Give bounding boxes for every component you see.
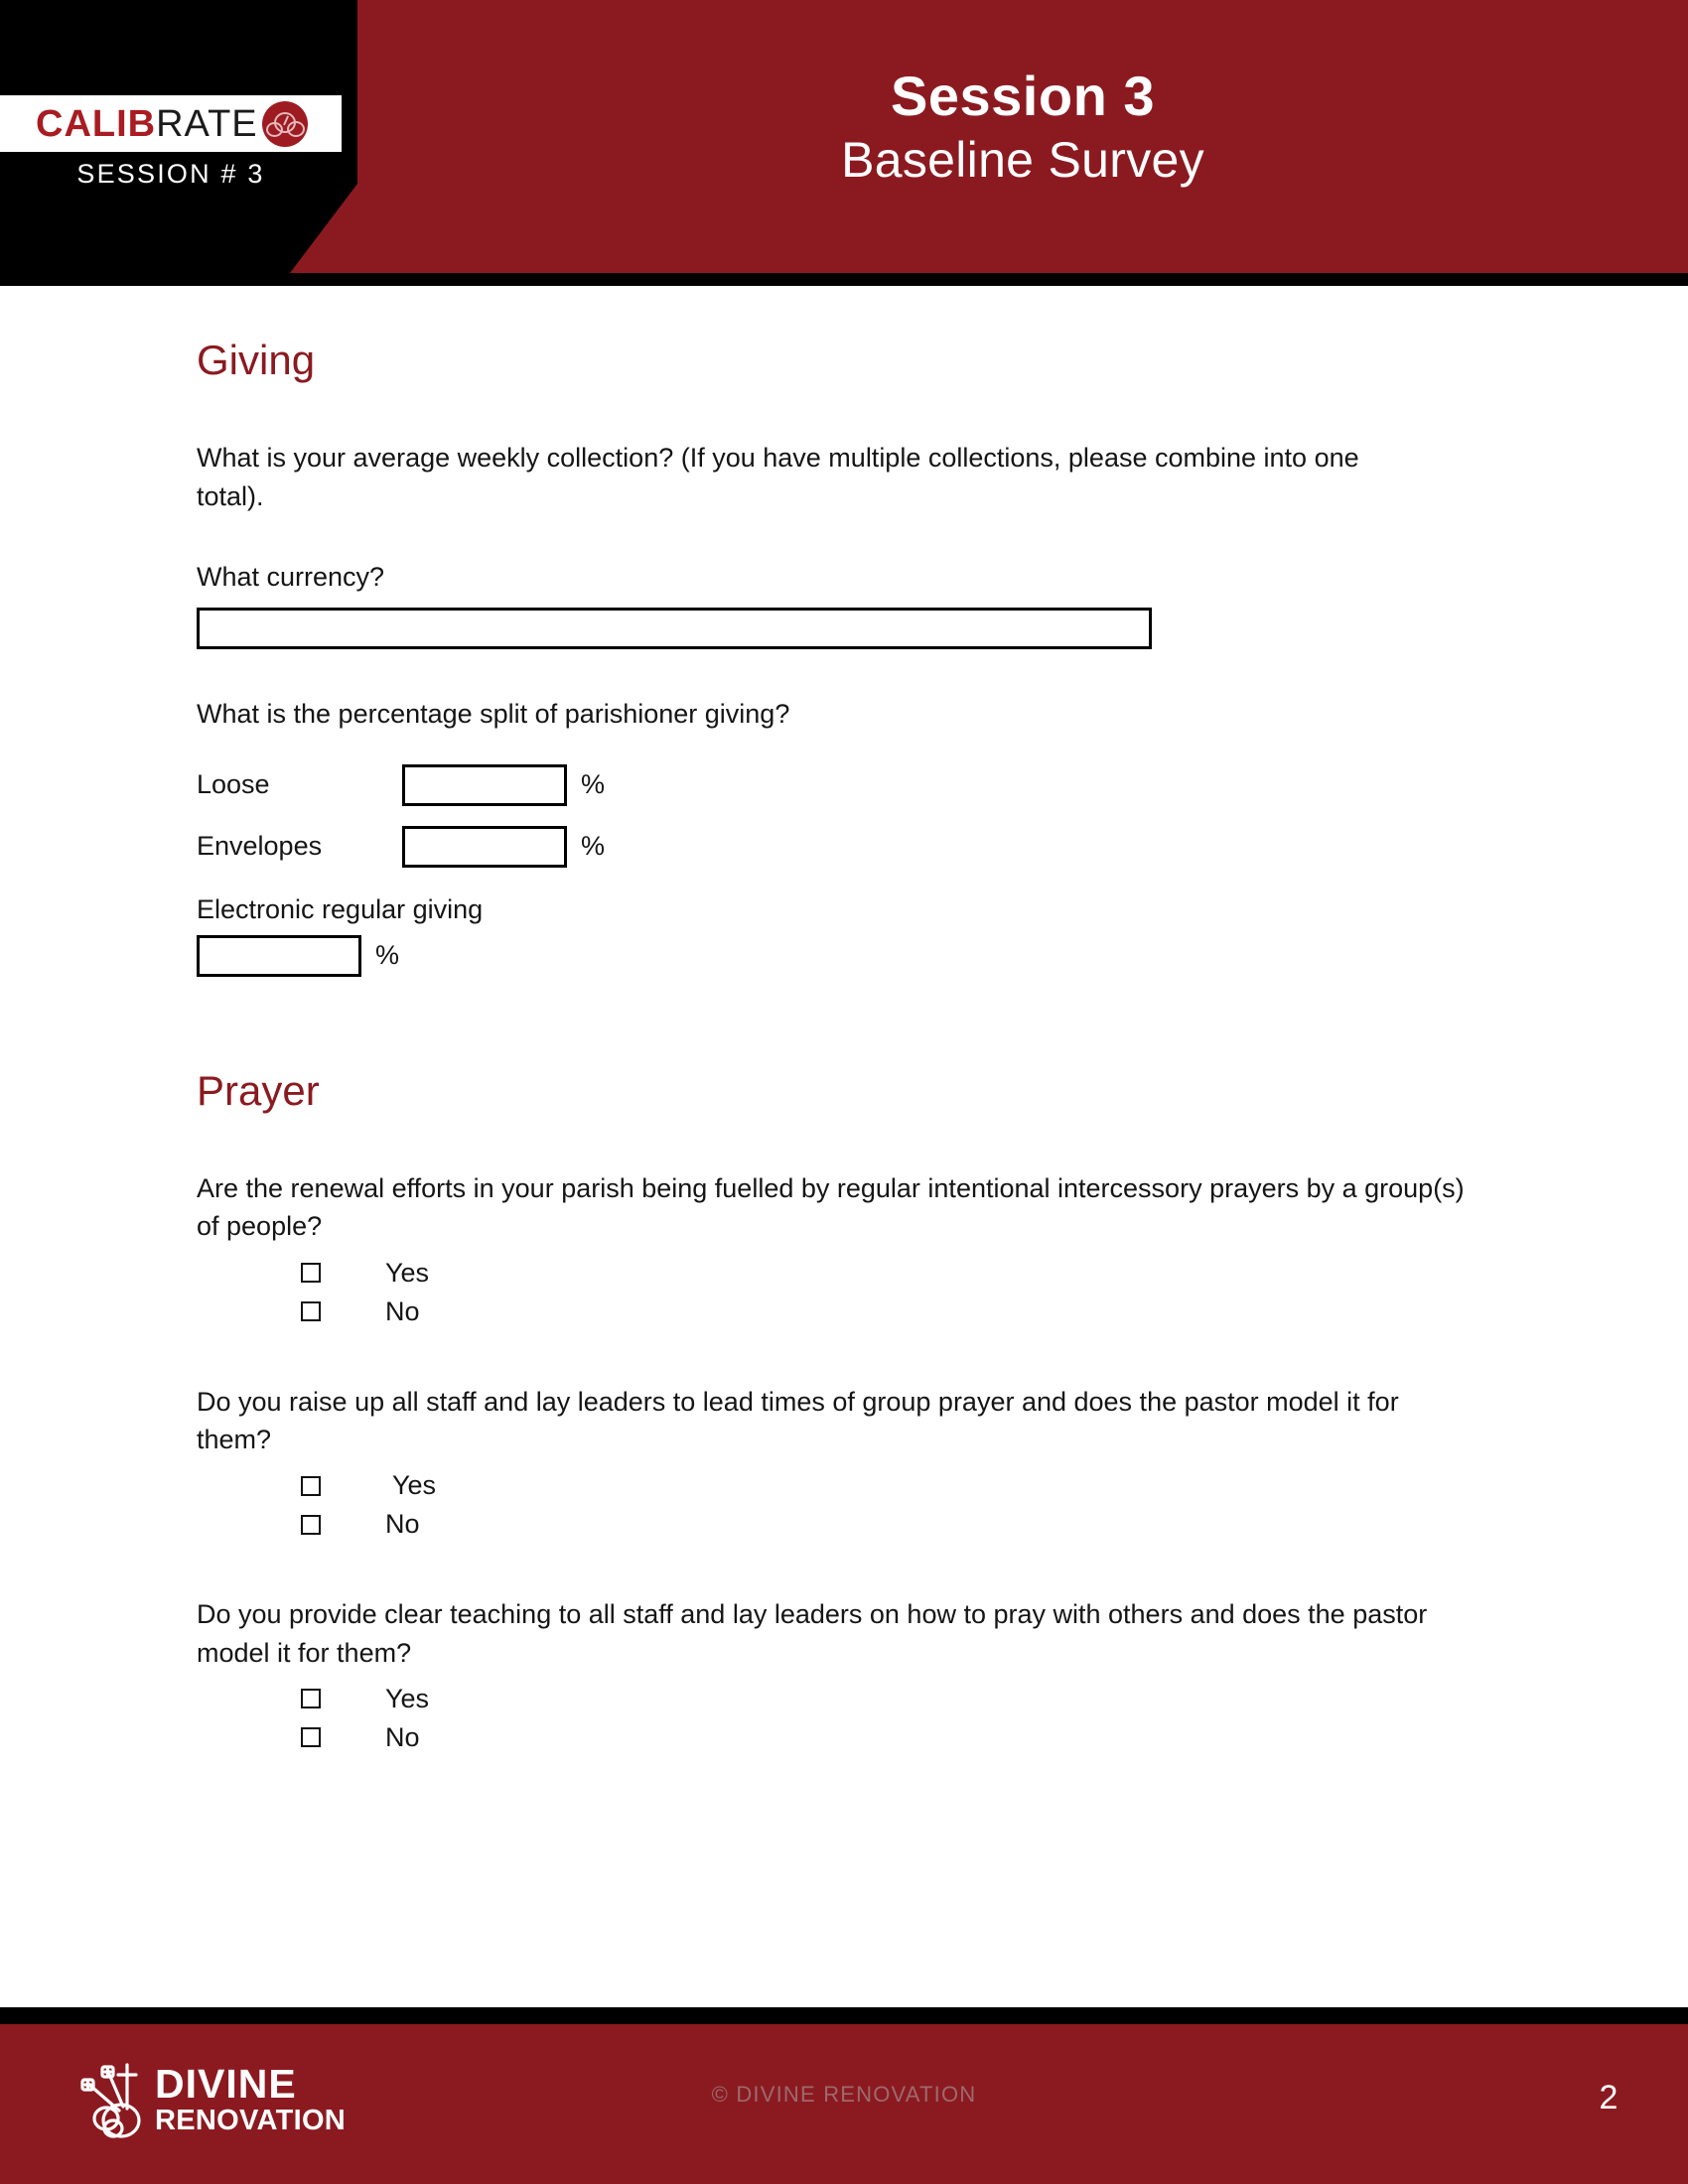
section-heading-giving: Giving	[197, 337, 316, 383]
row-electronic-giving	[197, 935, 1517, 977]
label-currency: What currency?	[197, 561, 385, 592]
calibrate-logo	[0, 95, 342, 152]
question-group-prayer-leadership: Do you raise up all staff and lay leaders to lead times of group prayer and does the pastor model it for them?	[197, 1386, 1399, 1454]
loose-percent-sign: %	[581, 769, 606, 800]
logo-line-divine: DIVINE	[155, 2061, 297, 2107]
label-electronic-giving: Electronic regular giving	[197, 893, 484, 924]
footer-top-rule	[0, 2007, 1688, 2024]
question-weekly-collection: What is your average weekly collection? (If you have multiple collections, please combine into one total).	[197, 443, 1359, 511]
question-block-intercessory-prayer	[197, 1169, 1517, 1331]
checkbox-no[interactable]	[301, 1515, 321, 1535]
checkbox-yes[interactable]	[301, 1689, 321, 1708]
loose-percent-input[interactable]	[402, 764, 567, 806]
option-row-yes[interactable]	[197, 1254, 1517, 1293]
checkbox-yes[interactable]	[301, 1476, 321, 1496]
section-giving	[197, 338, 1517, 977]
row-loose	[197, 764, 1517, 806]
options-group-prayer-leadership	[197, 1466, 1517, 1544]
row-envelopes	[197, 826, 1517, 868]
calibrate-wordmark	[36, 102, 258, 145]
option-label-yes: Yes	[385, 1683, 430, 1713]
header-title-group	[357, 0, 1688, 273]
option-label-no: No	[385, 1296, 420, 1326]
label-envelopes: Envelopes	[197, 831, 323, 862]
envelopes-percent-sign: %	[581, 831, 606, 862]
option-label-no: No	[385, 1509, 420, 1540]
electronic-percent-input[interactable]	[197, 935, 361, 977]
header-bottom-rule	[0, 273, 1688, 286]
calibrate-wordmark-bold: CALIB	[36, 102, 157, 145]
options-teaching-prayer	[197, 1680, 1517, 1757]
section-heading-prayer: Prayer	[197, 1066, 320, 1114]
page-number: 2	[1599, 2079, 1618, 2116]
question-block-group-prayer-leadership	[197, 1383, 1517, 1545]
page-header	[0, 0, 1688, 286]
option-row-no[interactable]	[197, 1293, 1517, 1331]
option-row-no[interactable]	[197, 1505, 1517, 1544]
gauge-cluster-icon	[262, 101, 308, 147]
question-block-teaching-prayer	[197, 1595, 1517, 1757]
question-percentage-split: What is the percentage split of parishioner giving?	[197, 698, 790, 729]
options-intercessory-prayer	[197, 1254, 1517, 1331]
footer-copyright: © DIVINE RENOVATION	[711, 2082, 977, 2107]
calibrate-wordmark-light: RATE	[156, 102, 258, 145]
page-title: Session 3	[891, 64, 1155, 127]
envelopes-percent-input[interactable]	[402, 826, 567, 868]
checkbox-no[interactable]	[301, 1301, 321, 1321]
option-row-yes[interactable]	[197, 1466, 1517, 1505]
checkbox-no[interactable]	[301, 1727, 321, 1747]
option-row-yes[interactable]	[197, 1680, 1517, 1718]
label-loose: Loose	[197, 769, 270, 800]
option-label-yes: Yes	[385, 1257, 430, 1288]
option-label-no: No	[385, 1721, 420, 1752]
logo-line-renovation: RENOVATION	[155, 2105, 347, 2136]
option-row-no[interactable]	[197, 1718, 1517, 1757]
electronic-percent-sign: %	[375, 940, 400, 971]
page-subtitle: Baseline Survey	[841, 132, 1204, 189]
checkbox-yes[interactable]	[301, 1263, 321, 1283]
question-teaching-prayer: Do you provide clear teaching to all staff and lay leaders on how to pray with others and does the pastor model it for them?	[197, 1599, 1428, 1668]
session-label: SESSION # 3	[76, 159, 265, 189]
question-intercessory-prayer: Are the renewal efforts in your parish being fuelled by regular intentional intercessory prayers by a group(s) of people?	[197, 1172, 1465, 1242]
option-label-yes: Yes	[392, 1470, 437, 1501]
currency-input[interactable]	[197, 608, 1152, 649]
document-body	[197, 338, 1517, 1757]
section-prayer	[197, 1068, 1517, 1757]
